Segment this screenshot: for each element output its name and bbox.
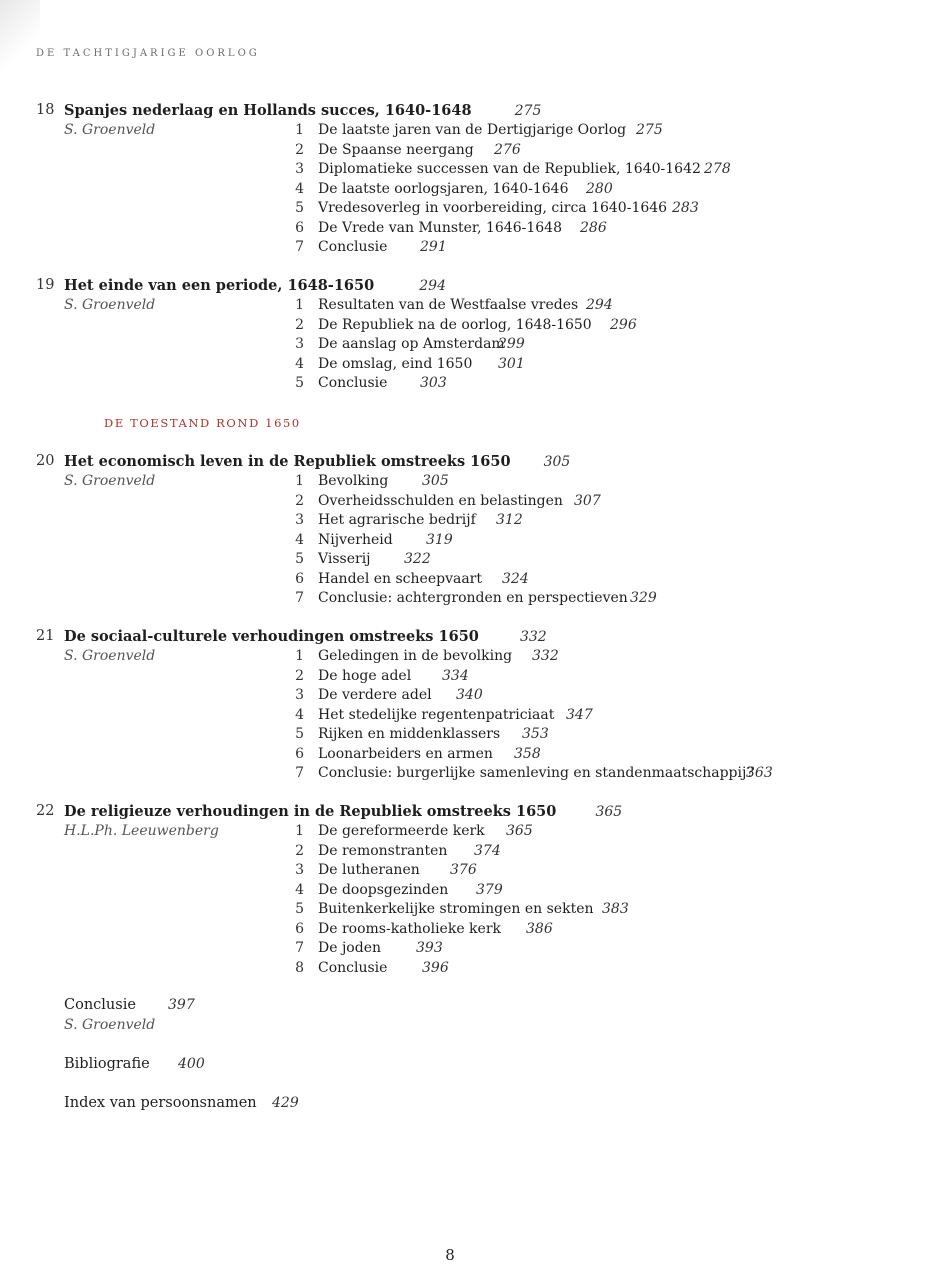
item-number: 5 (295, 200, 304, 216)
item-number: 6 (295, 920, 304, 937)
chapter-number: 20 (36, 453, 55, 469)
item-title: Buitenkerkelijke stromingen en sekten (318, 901, 594, 917)
item-number: 5 (295, 375, 304, 391)
chapter-title (64, 102, 541, 119)
item-number: 7 (295, 765, 304, 781)
chapter-title (64, 628, 547, 645)
chapter-title (64, 277, 446, 294)
item-number: 5 (295, 901, 304, 917)
item-number: 5 (295, 551, 304, 567)
item-title: De remonstranten (318, 842, 448, 859)
chapter-title-text: Het economisch leven in de Republiek omstreeks 1650 (64, 453, 511, 470)
item-page: 374 (474, 842, 501, 859)
item-number: 1 (295, 648, 304, 664)
item-title: Het stedelijke regentenpatriciaat (318, 706, 555, 723)
entry-page: 429 (272, 1095, 299, 1111)
item-number: 4 (295, 180, 304, 197)
chapter-page: 332 (519, 629, 547, 645)
item-page: 294 (586, 297, 613, 313)
item-title: De Spaanse neergang (318, 141, 474, 158)
item-title: Conclusie (318, 959, 388, 976)
item-number: 4 (295, 531, 304, 548)
item-page: 312 (496, 512, 523, 528)
item-page: 332 (532, 648, 559, 664)
chapter-author: H.L.Ph. Leeuwenberg (64, 823, 219, 839)
item-title: Nijverheid (318, 531, 393, 548)
item-title: Conclusie: achtergronden en perspectieven (318, 590, 628, 606)
toc-entry-bibliografie (64, 1056, 205, 1072)
section-title: DE TOESTAND ROND 1650 (104, 416, 301, 430)
chapter-title (64, 453, 570, 470)
item-page: 305 (422, 473, 449, 489)
toc-entry-conclusie (64, 997, 195, 1013)
item-page: 319 (426, 531, 453, 548)
item-page: 347 (566, 706, 593, 723)
item-title: De verdere adel (318, 687, 432, 703)
page-number: 8 (445, 1246, 455, 1264)
item-page: 363 (746, 765, 773, 781)
item-page: 396 (422, 959, 449, 976)
chapter-title-text: De sociaal-culturele verhoudingen omstreeks 1650 (64, 628, 479, 645)
item-title: Vredesoverleg in voorbereiding, circa 1640-1646 (318, 200, 668, 216)
item-page: 280 (586, 180, 613, 197)
item-title: De joden (318, 940, 381, 956)
item-page: 334 (442, 667, 469, 684)
item-title: De rooms-katholieke kerk (318, 920, 502, 937)
chapter-title-text: Spanjes nederlaag en Hollands succes, 1640-1648 (64, 102, 472, 119)
item-number: 2 (295, 667, 304, 684)
item-title: De Vrede van Munster, 1646-1648 (318, 219, 562, 236)
item-number: 2 (295, 842, 304, 859)
chapter-title-text: Het einde van een periode, 1648-1650 (64, 277, 375, 294)
item-page: 324 (502, 570, 529, 587)
item-title: Conclusie: burgerlijke samenleving en standenmaatschappij? (318, 765, 754, 781)
item-page: 383 (602, 901, 629, 917)
item-page: 286 (580, 219, 607, 236)
item-number: 3 (295, 862, 304, 878)
item-title: Conclusie (318, 375, 388, 391)
item-page: 329 (630, 590, 657, 606)
item-number: 3 (295, 161, 304, 177)
item-number: 2 (295, 492, 304, 509)
item-number: 4 (295, 355, 304, 372)
item-number: 2 (295, 316, 304, 333)
item-page: 386 (526, 920, 553, 937)
entry-title: Bibliografie (64, 1056, 150, 1072)
chapter-author: S. Groenveld (64, 297, 156, 313)
running-header: DE TACHTIGJARIGE OORLOG (36, 48, 260, 59)
item-title: De aanslag op Amsterdam (318, 336, 505, 352)
item-title: Het agrarische bedrijf (318, 512, 476, 528)
item-title: Overheidsschulden en belastingen (318, 492, 563, 509)
item-title: De doopsgezinden (318, 881, 449, 898)
item-page: 353 (522, 726, 549, 742)
item-number: 7 (295, 239, 304, 255)
item-number: 6 (295, 570, 304, 587)
chapter-number: 22 (36, 803, 55, 819)
item-number: 6 (295, 745, 304, 762)
item-page: 379 (476, 881, 503, 898)
item-number: 1 (295, 297, 304, 313)
chapter-author: S. Groenveld (64, 473, 156, 489)
chapter-page: 275 (514, 103, 542, 119)
item-number: 3 (295, 687, 304, 703)
chapter-title-text: De religieuze verhoudingen in de Republiek omstreeks 1650 (64, 803, 557, 820)
item-title: Visserij (318, 551, 371, 567)
item-title: De omslag, eind 1650 (318, 355, 473, 372)
chapter-author: S. Groenveld (64, 122, 156, 138)
chapter-page: 305 (543, 454, 571, 470)
entry-page: 397 (168, 997, 195, 1013)
item-page: 365 (506, 823, 533, 839)
item-page: 291 (420, 239, 447, 255)
item-title: De gereformeerde kerk (318, 823, 485, 839)
toc-entry-index (64, 1095, 299, 1111)
item-title: Conclusie (318, 239, 388, 255)
item-number: 5 (295, 726, 304, 742)
item-page: 301 (498, 355, 525, 372)
page-corner (0, 0, 40, 70)
chapter-number: 19 (36, 277, 55, 293)
item-title: Geledingen in de bevolking (318, 648, 513, 664)
entry-title: Conclusie (64, 997, 136, 1013)
item-page: 276 (494, 141, 521, 158)
item-page: 322 (404, 551, 431, 567)
entry-title: Index van persoonsnamen (64, 1095, 257, 1111)
item-title: De Republiek na de oorlog, 1648-1650 (318, 316, 592, 333)
chapter-page: 294 (419, 278, 446, 294)
item-number: 3 (295, 512, 304, 528)
item-title: Loonarbeiders en armen (318, 745, 493, 762)
item-page: 275 (636, 122, 663, 138)
item-title: Bevolking (318, 473, 389, 489)
item-title: Resultaten van de Westfaalse vredes (318, 297, 579, 313)
item-page: 303 (420, 375, 447, 391)
item-number: 6 (295, 219, 304, 236)
item-page: 307 (574, 492, 601, 509)
item-number: 7 (295, 590, 304, 606)
item-number: 3 (295, 336, 304, 352)
item-page: 283 (672, 200, 699, 216)
item-title: De lutheranen (318, 862, 420, 878)
item-title: De laatste oorlogsjaren, 1640-1646 (318, 180, 569, 197)
item-page: 299 (498, 336, 525, 352)
chapter-title (64, 803, 622, 820)
chapter-number: 18 (36, 102, 55, 118)
item-number: 2 (295, 141, 304, 158)
entry-author: S. Groenveld (64, 1017, 156, 1033)
item-number: 1 (295, 122, 304, 138)
item-number: 4 (295, 706, 304, 723)
item-page: 393 (416, 940, 443, 956)
item-title: Diplomatieke successen van de Republiek, 1640-1642 (318, 161, 701, 177)
item-page: 376 (450, 862, 477, 878)
item-page: 278 (704, 161, 731, 177)
item-number: 7 (295, 940, 304, 956)
entry-page: 400 (178, 1056, 205, 1072)
item-page: 358 (514, 745, 541, 762)
item-title: Rijken en middenklassers (318, 726, 501, 742)
chapter-number: 21 (36, 628, 55, 644)
item-page: 296 (610, 316, 637, 333)
item-title: Handel en scheepvaart (318, 570, 482, 587)
item-number: 4 (295, 881, 304, 898)
item-number: 8 (295, 959, 304, 976)
chapter-page: 365 (595, 804, 623, 820)
item-title: De laatste jaren van de Dertigjarige Oorlog (318, 122, 627, 138)
item-page: 340 (456, 687, 483, 703)
chapter-author: S. Groenveld (64, 648, 156, 664)
item-number: 1 (295, 823, 304, 839)
item-number: 1 (295, 473, 304, 489)
item-title: De hoge adel (318, 667, 412, 684)
